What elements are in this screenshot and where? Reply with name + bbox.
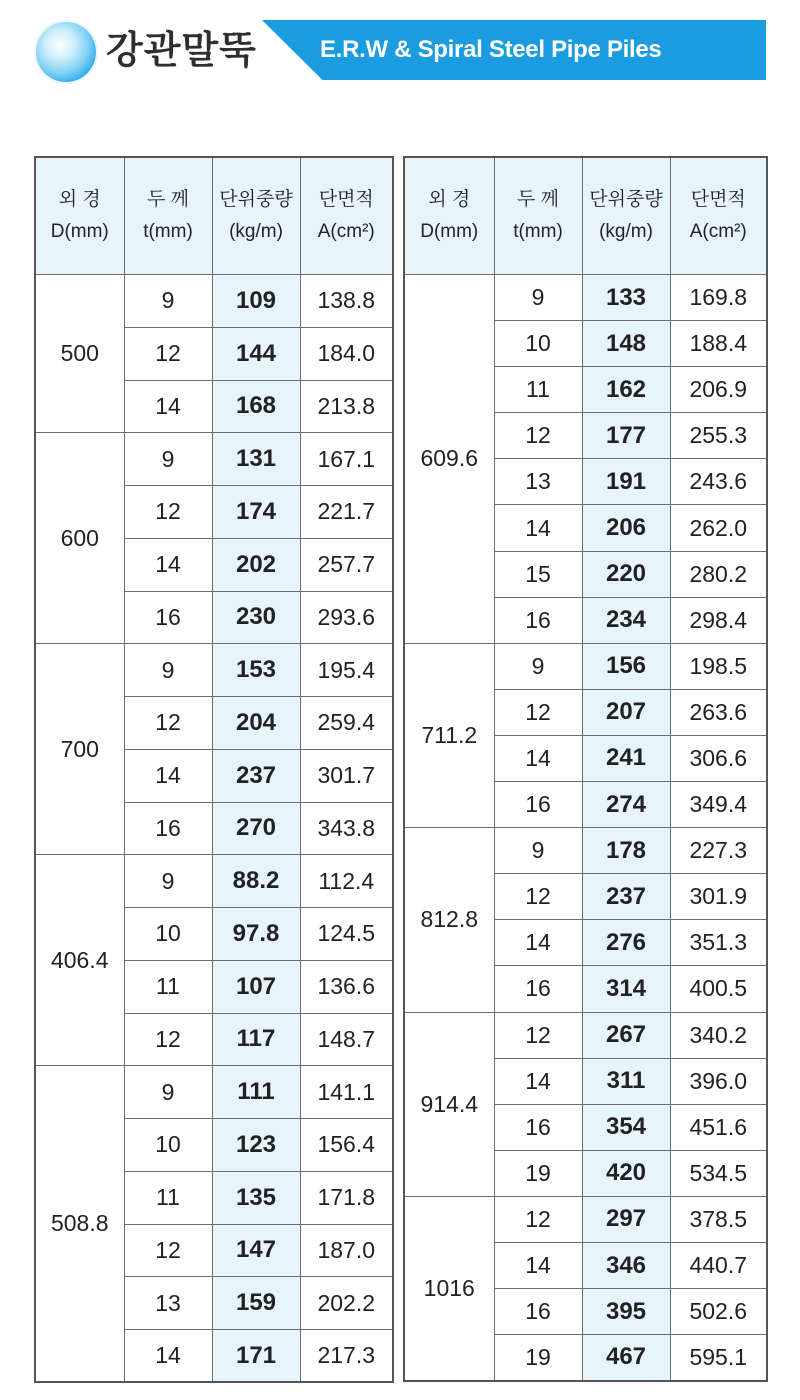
cell-unit-weight: 314	[582, 966, 670, 1012]
table-row	[404, 275, 767, 321]
header-unit-weight	[582, 157, 670, 275]
cell-thickness: 14	[124, 749, 212, 802]
cell-section-area: 301.7	[300, 749, 393, 802]
cell-section-area: 378.5	[670, 1196, 767, 1242]
header-line1: 외 경	[428, 189, 471, 210]
cell-unit-weight: 237	[212, 749, 300, 802]
header-line2: t(mm)	[143, 221, 193, 242]
cell-unit-weight: 162	[582, 367, 670, 413]
header-line1: 단면적	[690, 189, 746, 210]
table-row	[35, 644, 393, 697]
cell-section-area: 263.6	[670, 689, 767, 735]
cell-thickness: 9	[124, 275, 212, 328]
page-subtitle: E.R.W & Spiral Steel Pipe Piles	[320, 36, 662, 63]
cell-section-area: 217.3	[300, 1330, 393, 1383]
cell-unit-weight: 147	[212, 1224, 300, 1277]
cell-thickness: 12	[494, 413, 582, 459]
cell-thickness: 14	[494, 735, 582, 781]
cell-unit-weight: 207	[582, 689, 670, 735]
header-outer-diameter	[35, 157, 124, 275]
cell-unit-weight: 267	[582, 1012, 670, 1058]
cell-unit-weight: 204	[212, 697, 300, 750]
cell-section-area: 502.6	[670, 1289, 767, 1335]
header-section-area	[670, 157, 767, 275]
cell-unit-weight: 117	[212, 1013, 300, 1066]
header-unit-weight	[212, 157, 300, 275]
cell-thickness: 9	[494, 643, 582, 689]
cell-outer-diameter: 406.4	[35, 855, 124, 1066]
cell-section-area: 188.4	[670, 321, 767, 367]
cell-unit-weight: 109	[212, 275, 300, 328]
cell-section-area: 221.7	[300, 486, 393, 539]
header-line1: 단위중량	[219, 189, 293, 210]
cell-unit-weight: 311	[582, 1058, 670, 1104]
cell-section-area: 167.1	[300, 433, 393, 486]
cell-thickness: 14	[494, 505, 582, 551]
cell-section-area: 124.5	[300, 908, 393, 961]
cell-thickness: 9	[124, 1066, 212, 1119]
cell-unit-weight: 159	[212, 1277, 300, 1330]
cell-thickness: 10	[124, 908, 212, 961]
header-line1: 단위중량	[589, 189, 663, 210]
cell-unit-weight: 107	[212, 960, 300, 1013]
cell-unit-weight: 168	[212, 380, 300, 433]
cell-thickness: 9	[124, 433, 212, 486]
cell-unit-weight: 395	[582, 1289, 670, 1335]
cell-section-area: 112.4	[300, 855, 393, 908]
cell-thickness: 16	[494, 1289, 582, 1335]
header-line2: t(mm)	[513, 221, 563, 242]
cell-unit-weight: 220	[582, 551, 670, 597]
cell-section-area: 259.4	[300, 697, 393, 750]
cell-unit-weight: 88.2	[212, 855, 300, 908]
cell-thickness: 14	[124, 380, 212, 433]
cell-section-area: 534.5	[670, 1150, 767, 1196]
cell-section-area: 138.8	[300, 275, 393, 328]
cell-thickness: 16	[494, 597, 582, 643]
cell-unit-weight: 346	[582, 1242, 670, 1288]
cell-unit-weight: 171	[212, 1330, 300, 1383]
header-section-area	[300, 157, 393, 275]
cell-thickness: 11	[494, 367, 582, 413]
cell-section-area: 301.9	[670, 874, 767, 920]
cell-section-area: 340.2	[670, 1012, 767, 1058]
cell-thickness: 12	[124, 1013, 212, 1066]
cell-unit-weight: 148	[582, 321, 670, 367]
spec-table-left	[34, 156, 394, 1383]
cell-unit-weight: 234	[582, 597, 670, 643]
header-line1: 두 께	[147, 189, 189, 210]
cell-unit-weight: 276	[582, 920, 670, 966]
cell-unit-weight: 144	[212, 327, 300, 380]
spec-table-right	[403, 156, 768, 1382]
cell-section-area: 227.3	[670, 828, 767, 874]
cell-section-area: 156.4	[300, 1119, 393, 1172]
cell-thickness: 11	[124, 1171, 212, 1224]
cell-section-area: 195.4	[300, 644, 393, 697]
cell-thickness: 19	[494, 1335, 582, 1381]
header-line2: D(mm)	[420, 221, 479, 242]
cell-unit-weight: 230	[212, 591, 300, 644]
cell-thickness: 15	[494, 551, 582, 597]
cell-thickness: 14	[124, 538, 212, 591]
cell-section-area: 262.0	[670, 505, 767, 551]
header-line1: 단면적	[318, 189, 374, 210]
cell-thickness: 13	[124, 1277, 212, 1330]
cell-section-area: 187.0	[300, 1224, 393, 1277]
cell-thickness: 10	[494, 321, 582, 367]
cell-unit-weight: 237	[582, 874, 670, 920]
cell-thickness: 13	[494, 459, 582, 505]
header-line2: A(cm²)	[689, 221, 747, 242]
cell-outer-diameter: 914.4	[404, 1012, 494, 1196]
header-line2: (kg/m)	[599, 221, 653, 242]
cell-unit-weight: 177	[582, 413, 670, 459]
header-outer-diameter	[404, 157, 494, 275]
cell-outer-diameter: 600	[35, 433, 124, 644]
cell-unit-weight: 297	[582, 1196, 670, 1242]
cell-thickness: 9	[494, 275, 582, 321]
cell-outer-diameter: 609.6	[404, 275, 494, 644]
cell-unit-weight: 153	[212, 644, 300, 697]
table-row	[35, 855, 393, 908]
header-line2: (kg/m)	[229, 221, 283, 242]
cell-section-area: 148.7	[300, 1013, 393, 1066]
cell-thickness: 12	[494, 1196, 582, 1242]
cell-section-area: 255.3	[670, 413, 767, 459]
cell-thickness: 14	[494, 1058, 582, 1104]
cell-thickness: 16	[494, 1104, 582, 1150]
cell-section-area: 243.6	[670, 459, 767, 505]
cell-outer-diameter: 711.2	[404, 643, 494, 827]
table-row	[404, 1196, 767, 1242]
cell-section-area: 136.6	[300, 960, 393, 1013]
cell-thickness: 11	[124, 960, 212, 1013]
cell-thickness: 9	[494, 828, 582, 874]
cell-unit-weight: 174	[212, 486, 300, 539]
cell-outer-diameter: 700	[35, 644, 124, 855]
cell-thickness: 16	[124, 591, 212, 644]
cell-section-area: 351.3	[670, 920, 767, 966]
cell-unit-weight: 467	[582, 1335, 670, 1381]
header-thickness	[124, 157, 212, 275]
table-row	[35, 275, 393, 328]
cell-unit-weight: 123	[212, 1119, 300, 1172]
cell-outer-diameter: 500	[35, 275, 124, 433]
cell-unit-weight: 135	[212, 1171, 300, 1224]
cell-thickness: 14	[494, 1242, 582, 1288]
cell-section-area: 349.4	[670, 782, 767, 828]
cell-section-area: 440.7	[670, 1242, 767, 1288]
header-line1: 외 경	[58, 189, 101, 210]
cell-section-area: 280.2	[670, 551, 767, 597]
cell-section-area: 298.4	[670, 597, 767, 643]
cell-section-area: 400.5	[670, 966, 767, 1012]
page-header	[0, 0, 800, 100]
cell-thickness: 14	[494, 920, 582, 966]
header-line2: A(cm²)	[317, 221, 375, 242]
cell-thickness: 16	[494, 966, 582, 1012]
cell-unit-weight: 241	[582, 735, 670, 781]
cell-section-area: 213.8	[300, 380, 393, 433]
cell-section-area: 171.8	[300, 1171, 393, 1224]
cell-section-area: 202.2	[300, 1277, 393, 1330]
header-line1: 두 께	[517, 189, 559, 210]
cell-section-area: 595.1	[670, 1335, 767, 1381]
cell-section-area: 206.9	[670, 367, 767, 413]
cell-thickness: 9	[124, 644, 212, 697]
cell-thickness: 12	[124, 327, 212, 380]
cell-thickness: 12	[124, 1224, 212, 1277]
header-thickness	[494, 157, 582, 275]
cell-thickness: 12	[124, 486, 212, 539]
table-header-row	[404, 157, 767, 275]
table-row	[35, 1066, 393, 1119]
page-title: 강관말뚝	[106, 28, 257, 72]
cell-unit-weight: 202	[212, 538, 300, 591]
cell-section-area: 343.8	[300, 802, 393, 855]
cell-unit-weight: 111	[212, 1066, 300, 1119]
cell-unit-weight: 97.8	[212, 908, 300, 961]
cell-unit-weight: 354	[582, 1104, 670, 1150]
cell-unit-weight: 420	[582, 1150, 670, 1196]
cell-outer-diameter: 508.8	[35, 1066, 124, 1383]
cell-unit-weight: 270	[212, 802, 300, 855]
cell-outer-diameter: 1016	[404, 1196, 494, 1380]
table-row	[404, 643, 767, 689]
cell-thickness: 12	[494, 874, 582, 920]
cell-unit-weight: 133	[582, 275, 670, 321]
cell-outer-diameter: 812.8	[404, 828, 494, 1012]
cell-unit-weight: 131	[212, 433, 300, 486]
table-row	[35, 433, 393, 486]
cell-unit-weight: 191	[582, 459, 670, 505]
cell-unit-weight: 178	[582, 828, 670, 874]
cell-unit-weight: 274	[582, 782, 670, 828]
cell-section-area: 169.8	[670, 275, 767, 321]
cell-unit-weight: 156	[582, 643, 670, 689]
cell-section-area: 293.6	[300, 591, 393, 644]
table-header-row	[35, 157, 393, 275]
cell-section-area: 396.0	[670, 1058, 767, 1104]
cell-thickness: 10	[124, 1119, 212, 1172]
cell-section-area: 257.7	[300, 538, 393, 591]
cell-thickness: 12	[494, 689, 582, 735]
cell-section-area: 306.6	[670, 735, 767, 781]
cell-thickness: 12	[494, 1012, 582, 1058]
table-row	[404, 828, 767, 874]
cell-thickness: 16	[124, 802, 212, 855]
cell-thickness: 19	[494, 1150, 582, 1196]
cell-unit-weight: 206	[582, 505, 670, 551]
header-line2: D(mm)	[50, 221, 109, 242]
cell-thickness: 14	[124, 1330, 212, 1383]
sphere-bullet-icon	[36, 22, 96, 82]
cell-section-area: 198.5	[670, 643, 767, 689]
cell-section-area: 184.0	[300, 327, 393, 380]
cell-section-area: 451.6	[670, 1104, 767, 1150]
cell-section-area: 141.1	[300, 1066, 393, 1119]
cell-thickness: 16	[494, 782, 582, 828]
table-row	[404, 1012, 767, 1058]
cell-thickness: 12	[124, 697, 212, 750]
cell-thickness: 9	[124, 855, 212, 908]
